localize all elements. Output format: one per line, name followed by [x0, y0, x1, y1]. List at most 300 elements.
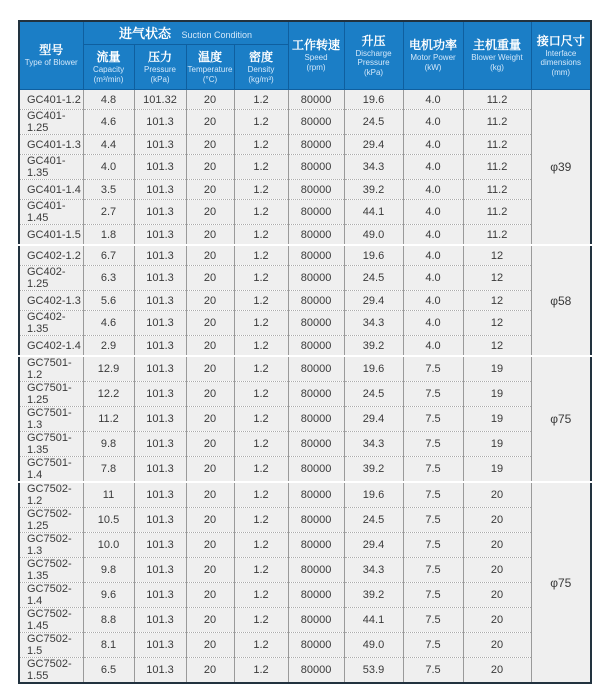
capacity-cell: 9.6	[83, 583, 134, 608]
header-temperature	[186, 45, 234, 90]
header-capacity-en: Capacity	[92, 64, 125, 74]
discharge-pressure-cell: 19.6	[344, 356, 403, 382]
temperature-cell: 20	[186, 200, 234, 225]
blower-model-cell: GC7502-1.45	[19, 608, 83, 633]
density-cell: 1.2	[234, 608, 288, 633]
capacity-cell: 9.8	[83, 558, 134, 583]
motor-power-cell: 4.0	[403, 245, 463, 266]
header-density	[234, 45, 288, 90]
speed-cell: 80000	[288, 482, 344, 508]
temperature-cell: 20	[186, 633, 234, 658]
capacity-cell: 6.3	[83, 266, 134, 291]
header-density-zh: 密度	[249, 49, 274, 64]
blower-model-cell: GC7502-1.3	[19, 533, 83, 558]
blower-model-cell: GC401-1.35	[19, 155, 83, 180]
table-body	[19, 90, 591, 684]
temperature-cell: 20	[186, 155, 234, 180]
blower-model-cell: GC7502-1.2	[19, 482, 83, 508]
blower-model-cell: GC402-1.25	[19, 266, 83, 291]
blower-weight-cell: 11.2	[463, 200, 531, 225]
header-pressure	[134, 45, 186, 90]
capacity-cell: 4.0	[83, 155, 134, 180]
discharge-pressure-cell: 19.6	[344, 482, 403, 508]
motor-power-cell: 4.0	[403, 110, 463, 135]
blower-model-cell: GC401-1.5	[19, 225, 83, 246]
density-cell: 1.2	[234, 336, 288, 357]
temperature-cell: 20	[186, 457, 234, 483]
blower-model-cell: GC401-1.45	[19, 200, 83, 225]
discharge-pressure-cell: 19.6	[344, 245, 403, 266]
speed-cell: 80000	[288, 200, 344, 225]
table-row	[19, 407, 591, 432]
discharge-pressure-cell: 24.5	[344, 266, 403, 291]
density-cell: 1.2	[234, 382, 288, 407]
table-row	[19, 135, 591, 155]
temperature-cell: 20	[186, 90, 234, 110]
blower-weight-cell: 20	[463, 658, 531, 684]
motor-power-cell: 4.0	[403, 200, 463, 225]
capacity-cell: 4.4	[83, 135, 134, 155]
discharge-pressure-cell: 39.2	[344, 180, 403, 200]
pressure-cell: 101.3	[134, 558, 186, 583]
temperature-cell: 20	[186, 533, 234, 558]
motor-power-cell: 7.5	[403, 482, 463, 508]
blower-model-cell: GC402-1.35	[19, 311, 83, 336]
header-pressure-zh: 压力	[147, 49, 172, 64]
density-cell: 1.2	[234, 633, 288, 658]
density-cell: 1.2	[234, 200, 288, 225]
blower-model-cell: GC7501-1.3	[19, 407, 83, 432]
speed-cell: 80000	[288, 110, 344, 135]
header-discharge-en: Discharge Pressure	[355, 48, 392, 68]
header-interface-dimensions	[531, 21, 591, 90]
table-row	[19, 482, 591, 508]
motor-power-cell: 4.0	[403, 225, 463, 246]
temperature-cell: 20	[186, 245, 234, 266]
density-cell: 1.2	[234, 135, 288, 155]
discharge-pressure-cell: 29.4	[344, 135, 403, 155]
temperature-cell: 20	[186, 432, 234, 457]
pressure-cell: 101.3	[134, 382, 186, 407]
header-suction-zh: 进气状态	[119, 26, 172, 41]
header-capacity-zh: 流量	[96, 49, 121, 64]
table-row	[19, 291, 591, 311]
pressure-cell: 101.3	[134, 180, 186, 200]
discharge-pressure-cell: 34.3	[344, 311, 403, 336]
temperature-cell: 20	[186, 558, 234, 583]
table-row	[19, 608, 591, 633]
discharge-pressure-cell: 29.4	[344, 407, 403, 432]
pressure-cell: 101.3	[134, 155, 186, 180]
table-row	[19, 180, 591, 200]
discharge-pressure-cell: 29.4	[344, 533, 403, 558]
speed-cell: 80000	[288, 245, 344, 266]
header-discharge-unit: (kPa)	[363, 67, 384, 77]
density-cell: 1.2	[234, 583, 288, 608]
blower-weight-cell: 12	[463, 336, 531, 357]
pressure-cell: 101.3	[134, 245, 186, 266]
speed-cell: 80000	[288, 583, 344, 608]
discharge-pressure-cell: 49.0	[344, 633, 403, 658]
temperature-cell: 20	[186, 336, 234, 357]
capacity-cell: 11	[83, 482, 134, 508]
speed-cell: 80000	[288, 508, 344, 533]
pressure-cell: 101.3	[134, 110, 186, 135]
capacity-cell: 1.8	[83, 225, 134, 246]
motor-power-cell: 4.0	[403, 336, 463, 357]
speed-cell: 80000	[288, 311, 344, 336]
blower-weight-cell: 19	[463, 407, 531, 432]
capacity-cell: 4.6	[83, 110, 134, 135]
motor-power-cell: 7.5	[403, 658, 463, 684]
motor-power-cell: 7.5	[403, 583, 463, 608]
blower-weight-cell: 20	[463, 633, 531, 658]
pressure-cell: 101.3	[134, 457, 186, 483]
density-cell: 1.2	[234, 558, 288, 583]
motor-power-cell: 7.5	[403, 382, 463, 407]
speed-cell: 80000	[288, 432, 344, 457]
motor-power-cell: 4.0	[403, 266, 463, 291]
blower-weight-cell: 11.2	[463, 225, 531, 246]
temperature-cell: 20	[186, 266, 234, 291]
blower-weight-cell: 12	[463, 311, 531, 336]
header-speed-en: Speed	[304, 53, 328, 63]
density-cell: 1.2	[234, 155, 288, 180]
speed-cell: 80000	[288, 558, 344, 583]
blower-model-cell: GC401-1.25	[19, 110, 83, 135]
header-suction-en: Suction Condition	[181, 30, 253, 40]
header-discharge-pressure	[344, 21, 403, 90]
blower-weight-cell: 11.2	[463, 155, 531, 180]
density-cell: 1.2	[234, 407, 288, 432]
speed-cell: 80000	[288, 155, 344, 180]
header-pressure-en: Pressure	[143, 64, 176, 74]
discharge-pressure-cell: 34.3	[344, 432, 403, 457]
header-motor-zh: 电机功率	[409, 38, 458, 53]
table-row	[19, 382, 591, 407]
blower-weight-cell: 12	[463, 291, 531, 311]
pressure-cell: 101.3	[134, 533, 186, 558]
blower-spec-table	[18, 20, 592, 684]
capacity-cell: 3.5	[83, 180, 134, 200]
capacity-cell: 8.1	[83, 633, 134, 658]
blower-weight-cell: 20	[463, 482, 531, 508]
discharge-pressure-cell: 44.1	[344, 200, 403, 225]
blower-model-cell: GC402-1.2	[19, 245, 83, 266]
pressure-cell: 101.3	[134, 266, 186, 291]
motor-power-cell: 4.0	[403, 90, 463, 110]
interface-dimension-cell: φ39	[531, 90, 591, 246]
discharge-pressure-cell: 34.3	[344, 558, 403, 583]
header-temperature-zh: 温度	[197, 49, 222, 64]
speed-cell: 80000	[288, 180, 344, 200]
blower-model-cell: GC7502-1.4	[19, 583, 83, 608]
table-header	[19, 21, 591, 90]
table-row	[19, 432, 591, 457]
speed-cell: 80000	[288, 457, 344, 483]
header-motor-power	[403, 21, 463, 90]
speed-cell: 80000	[288, 608, 344, 633]
temperature-cell: 20	[186, 382, 234, 407]
table-row	[19, 356, 591, 382]
density-cell: 1.2	[234, 533, 288, 558]
blower-model-cell: GC402-1.4	[19, 336, 83, 357]
motor-power-cell: 4.0	[403, 311, 463, 336]
table-row	[19, 558, 591, 583]
header-speed-zh: 工作转速	[292, 38, 341, 53]
blower-weight-cell: 20	[463, 608, 531, 633]
density-cell: 1.2	[234, 457, 288, 483]
temperature-cell: 20	[186, 482, 234, 508]
density-cell: 1.2	[234, 432, 288, 457]
header-discharge-zh: 升压	[361, 33, 386, 48]
pressure-cell: 101.3	[134, 135, 186, 155]
interface-dimension-cell: φ75	[531, 356, 591, 482]
interface-dimension-cell: φ75	[531, 482, 591, 683]
blower-weight-cell: 19	[463, 457, 531, 483]
density-cell: 1.2	[234, 225, 288, 246]
temperature-cell: 20	[186, 508, 234, 533]
pressure-cell: 101.3	[134, 608, 186, 633]
capacity-cell: 6.7	[83, 245, 134, 266]
temperature-cell: 20	[186, 407, 234, 432]
header-density-en: Density	[247, 64, 275, 74]
motor-power-cell: 7.5	[403, 533, 463, 558]
pressure-cell: 101.3	[134, 200, 186, 225]
capacity-cell: 4.6	[83, 311, 134, 336]
speed-cell: 80000	[288, 633, 344, 658]
temperature-cell: 20	[186, 583, 234, 608]
temperature-cell: 20	[186, 180, 234, 200]
speed-cell: 80000	[288, 356, 344, 382]
header-motor-en: Motor Power	[410, 53, 456, 63]
blower-spec-table-container	[18, 20, 592, 684]
discharge-pressure-cell: 29.4	[344, 291, 403, 311]
temperature-cell: 20	[186, 291, 234, 311]
density-cell: 1.2	[234, 311, 288, 336]
temperature-cell: 20	[186, 356, 234, 382]
density-cell: 1.2	[234, 245, 288, 266]
temperature-cell: 20	[186, 110, 234, 135]
discharge-pressure-cell: 39.2	[344, 583, 403, 608]
speed-cell: 80000	[288, 533, 344, 558]
pressure-cell: 101.3	[134, 583, 186, 608]
temperature-cell: 20	[186, 225, 234, 246]
blower-model-cell: GC401-1.4	[19, 180, 83, 200]
pressure-cell: 101.3	[134, 482, 186, 508]
motor-power-cell: 4.0	[403, 155, 463, 180]
discharge-pressure-cell: 34.3	[344, 155, 403, 180]
speed-cell: 80000	[288, 658, 344, 684]
capacity-cell: 8.8	[83, 608, 134, 633]
speed-cell: 80000	[288, 336, 344, 357]
blower-model-cell: GC401-1.2	[19, 90, 83, 110]
header-temperature-en: Temperature	[187, 64, 233, 74]
table-row	[19, 200, 591, 225]
density-cell: 1.2	[234, 508, 288, 533]
speed-cell: 80000	[288, 407, 344, 432]
header-type-en: Type of Blower	[24, 58, 78, 68]
density-cell: 1.2	[234, 180, 288, 200]
pressure-cell: 101.3	[134, 658, 186, 684]
blower-model-cell: GC401-1.3	[19, 135, 83, 155]
speed-cell: 80000	[288, 266, 344, 291]
pressure-cell: 101.3	[134, 407, 186, 432]
header-suction-condition	[83, 21, 288, 45]
temperature-cell: 20	[186, 658, 234, 684]
header-weight-unit: (kg)	[490, 63, 504, 72]
motor-power-cell: 7.5	[403, 558, 463, 583]
blower-model-cell: GC402-1.3	[19, 291, 83, 311]
header-interface-en: Interface dimensions	[540, 48, 581, 68]
header-motor-unit: (kW)	[424, 63, 442, 72]
table-row	[19, 336, 591, 357]
header-temperature-unit: (°C)	[202, 74, 218, 84]
motor-power-cell: 7.5	[403, 508, 463, 533]
discharge-pressure-cell: 19.6	[344, 90, 403, 110]
pressure-cell: 101.3	[134, 311, 186, 336]
blower-weight-cell: 20	[463, 533, 531, 558]
capacity-cell: 6.5	[83, 658, 134, 684]
table-row	[19, 533, 591, 558]
header-capacity-unit: (m³/min)	[93, 74, 124, 84]
capacity-cell: 5.6	[83, 291, 134, 311]
pressure-cell: 101.3	[134, 225, 186, 246]
capacity-cell: 10.0	[83, 533, 134, 558]
blower-weight-cell: 20	[463, 508, 531, 533]
motor-power-cell: 7.5	[403, 608, 463, 633]
header-capacity	[83, 45, 134, 90]
blower-model-cell: GC7501-1.4	[19, 457, 83, 483]
capacity-cell: 7.8	[83, 457, 134, 483]
blower-weight-cell: 12	[463, 245, 531, 266]
blower-model-cell: GC7502-1.25	[19, 508, 83, 533]
table-row	[19, 90, 591, 110]
discharge-pressure-cell: 39.2	[344, 457, 403, 483]
density-cell: 1.2	[234, 482, 288, 508]
blower-weight-cell: 20	[463, 583, 531, 608]
table-row	[19, 225, 591, 246]
blower-weight-cell: 11.2	[463, 180, 531, 200]
pressure-cell: 101.3	[134, 356, 186, 382]
density-cell: 1.2	[234, 658, 288, 684]
table-row	[19, 583, 591, 608]
motor-power-cell: 7.5	[403, 356, 463, 382]
motor-power-cell: 4.0	[403, 180, 463, 200]
density-cell: 1.2	[234, 266, 288, 291]
header-pressure-unit: (kPa)	[150, 74, 170, 84]
blower-model-cell: GC7502-1.5	[19, 633, 83, 658]
blower-model-cell: GC7501-1.25	[19, 382, 83, 407]
header-type-of-blower	[19, 21, 83, 90]
capacity-cell: 4.8	[83, 90, 134, 110]
motor-power-cell: 4.0	[403, 135, 463, 155]
table-row	[19, 508, 591, 533]
header-density-unit: (kg/m³)	[248, 74, 274, 84]
temperature-cell: 20	[186, 311, 234, 336]
blower-model-cell: GC7502-1.55	[19, 658, 83, 684]
header-interface-zh: 接口尺寸	[536, 33, 585, 48]
speed-cell: 80000	[288, 382, 344, 407]
motor-power-cell: 4.0	[403, 291, 463, 311]
capacity-cell: 9.8	[83, 432, 134, 457]
motor-power-cell: 7.5	[403, 457, 463, 483]
capacity-cell: 2.9	[83, 336, 134, 357]
table-row	[19, 633, 591, 658]
table-row	[19, 311, 591, 336]
header-interface-unit: (mm)	[551, 67, 571, 77]
blower-weight-cell: 19	[463, 356, 531, 382]
blower-weight-cell: 19	[463, 382, 531, 407]
pressure-cell: 101.3	[134, 633, 186, 658]
table-row	[19, 658, 591, 684]
blower-model-cell: GC7501-1.2	[19, 356, 83, 382]
discharge-pressure-cell: 24.5	[344, 508, 403, 533]
blower-model-cell: GC7502-1.35	[19, 558, 83, 583]
density-cell: 1.2	[234, 110, 288, 135]
table-row	[19, 457, 591, 483]
motor-power-cell: 7.5	[403, 432, 463, 457]
discharge-pressure-cell: 39.2	[344, 336, 403, 357]
capacity-cell: 11.2	[83, 407, 134, 432]
interface-dimension-cell: φ58	[531, 245, 591, 356]
speed-cell: 80000	[288, 225, 344, 246]
header-blower-weight	[463, 21, 531, 90]
table-row	[19, 110, 591, 135]
temperature-cell: 20	[186, 608, 234, 633]
capacity-cell: 2.7	[83, 200, 134, 225]
header-speed	[288, 21, 344, 90]
discharge-pressure-cell: 24.5	[344, 110, 403, 135]
blower-weight-cell: 12	[463, 266, 531, 291]
density-cell: 1.2	[234, 90, 288, 110]
pressure-cell: 101.3	[134, 291, 186, 311]
density-cell: 1.2	[234, 356, 288, 382]
header-weight-en: Blower Weight	[471, 53, 523, 63]
motor-power-cell: 7.5	[403, 633, 463, 658]
header-weight-zh: 主机重量	[473, 38, 522, 53]
temperature-cell: 20	[186, 135, 234, 155]
capacity-cell: 12.2	[83, 382, 134, 407]
blower-weight-cell: 11.2	[463, 110, 531, 135]
speed-cell: 80000	[288, 135, 344, 155]
table-row	[19, 155, 591, 180]
speed-cell: 80000	[288, 90, 344, 110]
discharge-pressure-cell: 24.5	[344, 382, 403, 407]
pressure-cell: 101.3	[134, 508, 186, 533]
header-speed-unit: (rpm)	[306, 63, 326, 72]
motor-power-cell: 7.5	[403, 407, 463, 432]
blower-weight-cell: 20	[463, 558, 531, 583]
discharge-pressure-cell: 49.0	[344, 225, 403, 246]
blower-model-cell: GC7501-1.35	[19, 432, 83, 457]
pressure-cell: 101.32	[134, 90, 186, 110]
discharge-pressure-cell: 53.9	[344, 658, 403, 684]
blower-weight-cell: 11.2	[463, 90, 531, 110]
blower-weight-cell: 11.2	[463, 135, 531, 155]
density-cell: 1.2	[234, 291, 288, 311]
table-row	[19, 266, 591, 291]
blower-weight-cell: 19	[463, 432, 531, 457]
table-row	[19, 245, 591, 266]
capacity-cell: 12.9	[83, 356, 134, 382]
capacity-cell: 10.5	[83, 508, 134, 533]
header-type-zh: 型号	[39, 43, 64, 58]
discharge-pressure-cell: 44.1	[344, 608, 403, 633]
pressure-cell: 101.3	[134, 432, 186, 457]
pressure-cell: 101.3	[134, 336, 186, 357]
speed-cell: 80000	[288, 291, 344, 311]
